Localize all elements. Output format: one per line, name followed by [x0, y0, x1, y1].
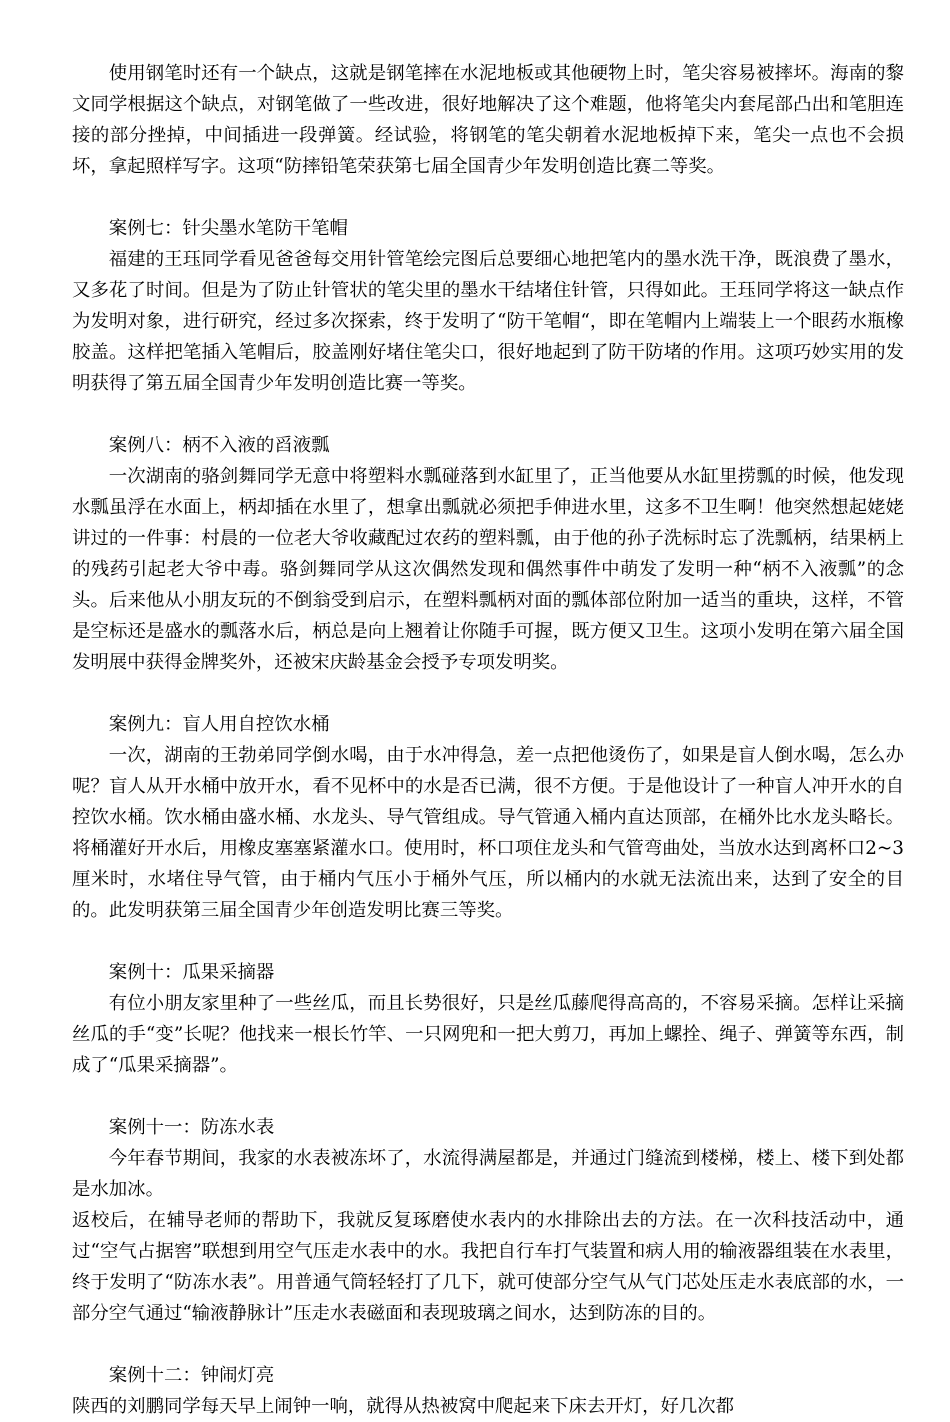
body-paragraph: 今年春节期间，我家的水表被冻坏了，水流得满屋都是，并通过门缝流到楼梯，楼上、楼下到处都是水加冰。	[72, 1148, 904, 1200]
paragraph-gap	[72, 926, 904, 957]
case-heading: 案例九：盲人用自控饮水桶	[108, 714, 330, 735]
case-heading: 案例八：柄不入液的舀液瓢	[108, 435, 330, 456]
body-paragraph: 使用钢笔时还有一个缺点，这就是钢笔摔在水泥地板或其他硬物上时，笔尖容易被摔坏。海南的黎文同学根据这个缺点，对钢笔做了一些改进，很好地解决了这个难题，他将笔尖内套尾部凸出和笔胆连接的部分挫掉，中间插进一段弹簧。经试验，将钢笔的笔尖朝着水泥地板掉下来，笔尖一点也不会损坏，拿起照样写字。这项“防摔铅笔荣获第七届全国青少年发明创造比赛二等奖。	[72, 63, 904, 177]
paragraph-gap	[72, 399, 904, 430]
paragraph-gap	[72, 1081, 904, 1112]
body-paragraph: 有位小朋友家里种了一些丝瓜，而且长势很好，只是丝瓜藤爬得高高的，不容易采摘。怎样让采摘丝瓜的手“变”长呢？他找来一根长竹竿、一只网兜和一把大剪刀，再加上螺拴、绳子、弹簧等东西，制成了“瓜果采摘器”。	[72, 993, 904, 1076]
paragraph-gap	[72, 182, 904, 213]
case-heading: 案例十一：防冻水表	[108, 1117, 275, 1138]
paragraph-gap	[72, 1329, 904, 1360]
body-paragraph: 福建的王珏同学看见爸爸每交用针管笔绘完图后总要细心地把笔内的墨水洗干净，既浪费了墨水，又多花了时间。但是为了防止针管状的笔尖里的墨水干结堵住针管，只得如此。王珏同学将这一缺点作为发明对象，进行研究，经过多次探索，终于发明了“防干笔帽“，即在笔帽内上端装上一个眼药水瓶橡胶盖。这样把笔插入笔帽后，胶盖刚好堵住笔尖口，很好地起到了防干防堵的作用。这项巧妙实用的发明获得了第五届全国青少年发明创造比赛一等奖。	[72, 249, 904, 394]
case-heading: 案例七：针尖墨水笔防干笔帽	[108, 218, 348, 239]
paragraph-gap	[72, 678, 904, 709]
body-paragraph: 一次湖南的骆剑舞同学无意中将塑料水瓢碰落到水缸里了，正当他要从水缸里捞瓢的时候，他发现水瓢虽浮在水面上，柄却插在水里了，想拿出瓢就必须把手伸进水里，这多不卫生啊！他突然想起姥姥讲过的一件事：村晨的一位老大爷收藏配过农药的塑料瓢，由于他的孙子洗标时忘了洗瓢柄，结果柄上的残药引起老大爷中毒。骆剑舞同学从这次偶然发现和偶然事件中萌发了发明一种“柄不入液瓢”的念头。后来他从小朋友玩的不倒翁受到启示，在塑料瓢柄对面的瓢体部位附加一适当的重块，这样，不管是空标还是盛水的瓢落水后，柄总是向上翘着让你随手可握，既方便又卫生。这项小发明在第六届全国发明展中获得金牌奖外，还被宋庆龄基金会授予专项发明奖。	[72, 466, 904, 673]
body-paragraph: 陕西的刘鹏同学每天早上闹钟一响，就得从热被窝中爬起来下床去开灯，好几次都	[72, 1396, 735, 1417]
body-paragraph: 返校后，在辅导老师的帮助下，我就反复琢磨使水表内的水排除出去的方法。在一次科技活动中，通过“空气占据窖”联想到用空气压走水表中的水。我把自行车打气装置和病人用的输液器组装在水表里，终于发明了“防冻水表”。用普通气筒轻轻打了几下，就可使部分空气从气门芯处压走水表底部的水，一部分空气通过“输液静脉计”压走水表磁面和表现玻璃之间水，达到防冻的目的。	[72, 1210, 904, 1324]
case-heading: 案例十二：钟闹灯亮	[108, 1365, 275, 1386]
body-paragraph: 一次，湖南的王勃弟同学倒水喝，由于水冲得急，差一点把他烫伤了，如果是盲人倒水喝，怎么办呢？盲人从开水桶中放开水，看不见杯中的水是否已满，很不方便。于是他设计了一种盲人冲开水的自控饮水桶。饮水桶由盛水桶、水龙头、导气管组成。导气管通入桶内直达顶部，在桶外比水龙头略长。将桶灌好开水后，用橡皮塞塞紧灌水口。使用时，杯口项住龙头和气管弯曲处，当放水达到离杯口2~3厘米时，水堵住导气管，由于桶内气压小于桶外气压，所以桶内的水就无法流出来，达到了安全的目的。此发明获第三届全国青少年创造发明比赛三等奖。	[72, 745, 904, 921]
case-heading: 案例十：瓜果采摘器	[108, 962, 275, 983]
